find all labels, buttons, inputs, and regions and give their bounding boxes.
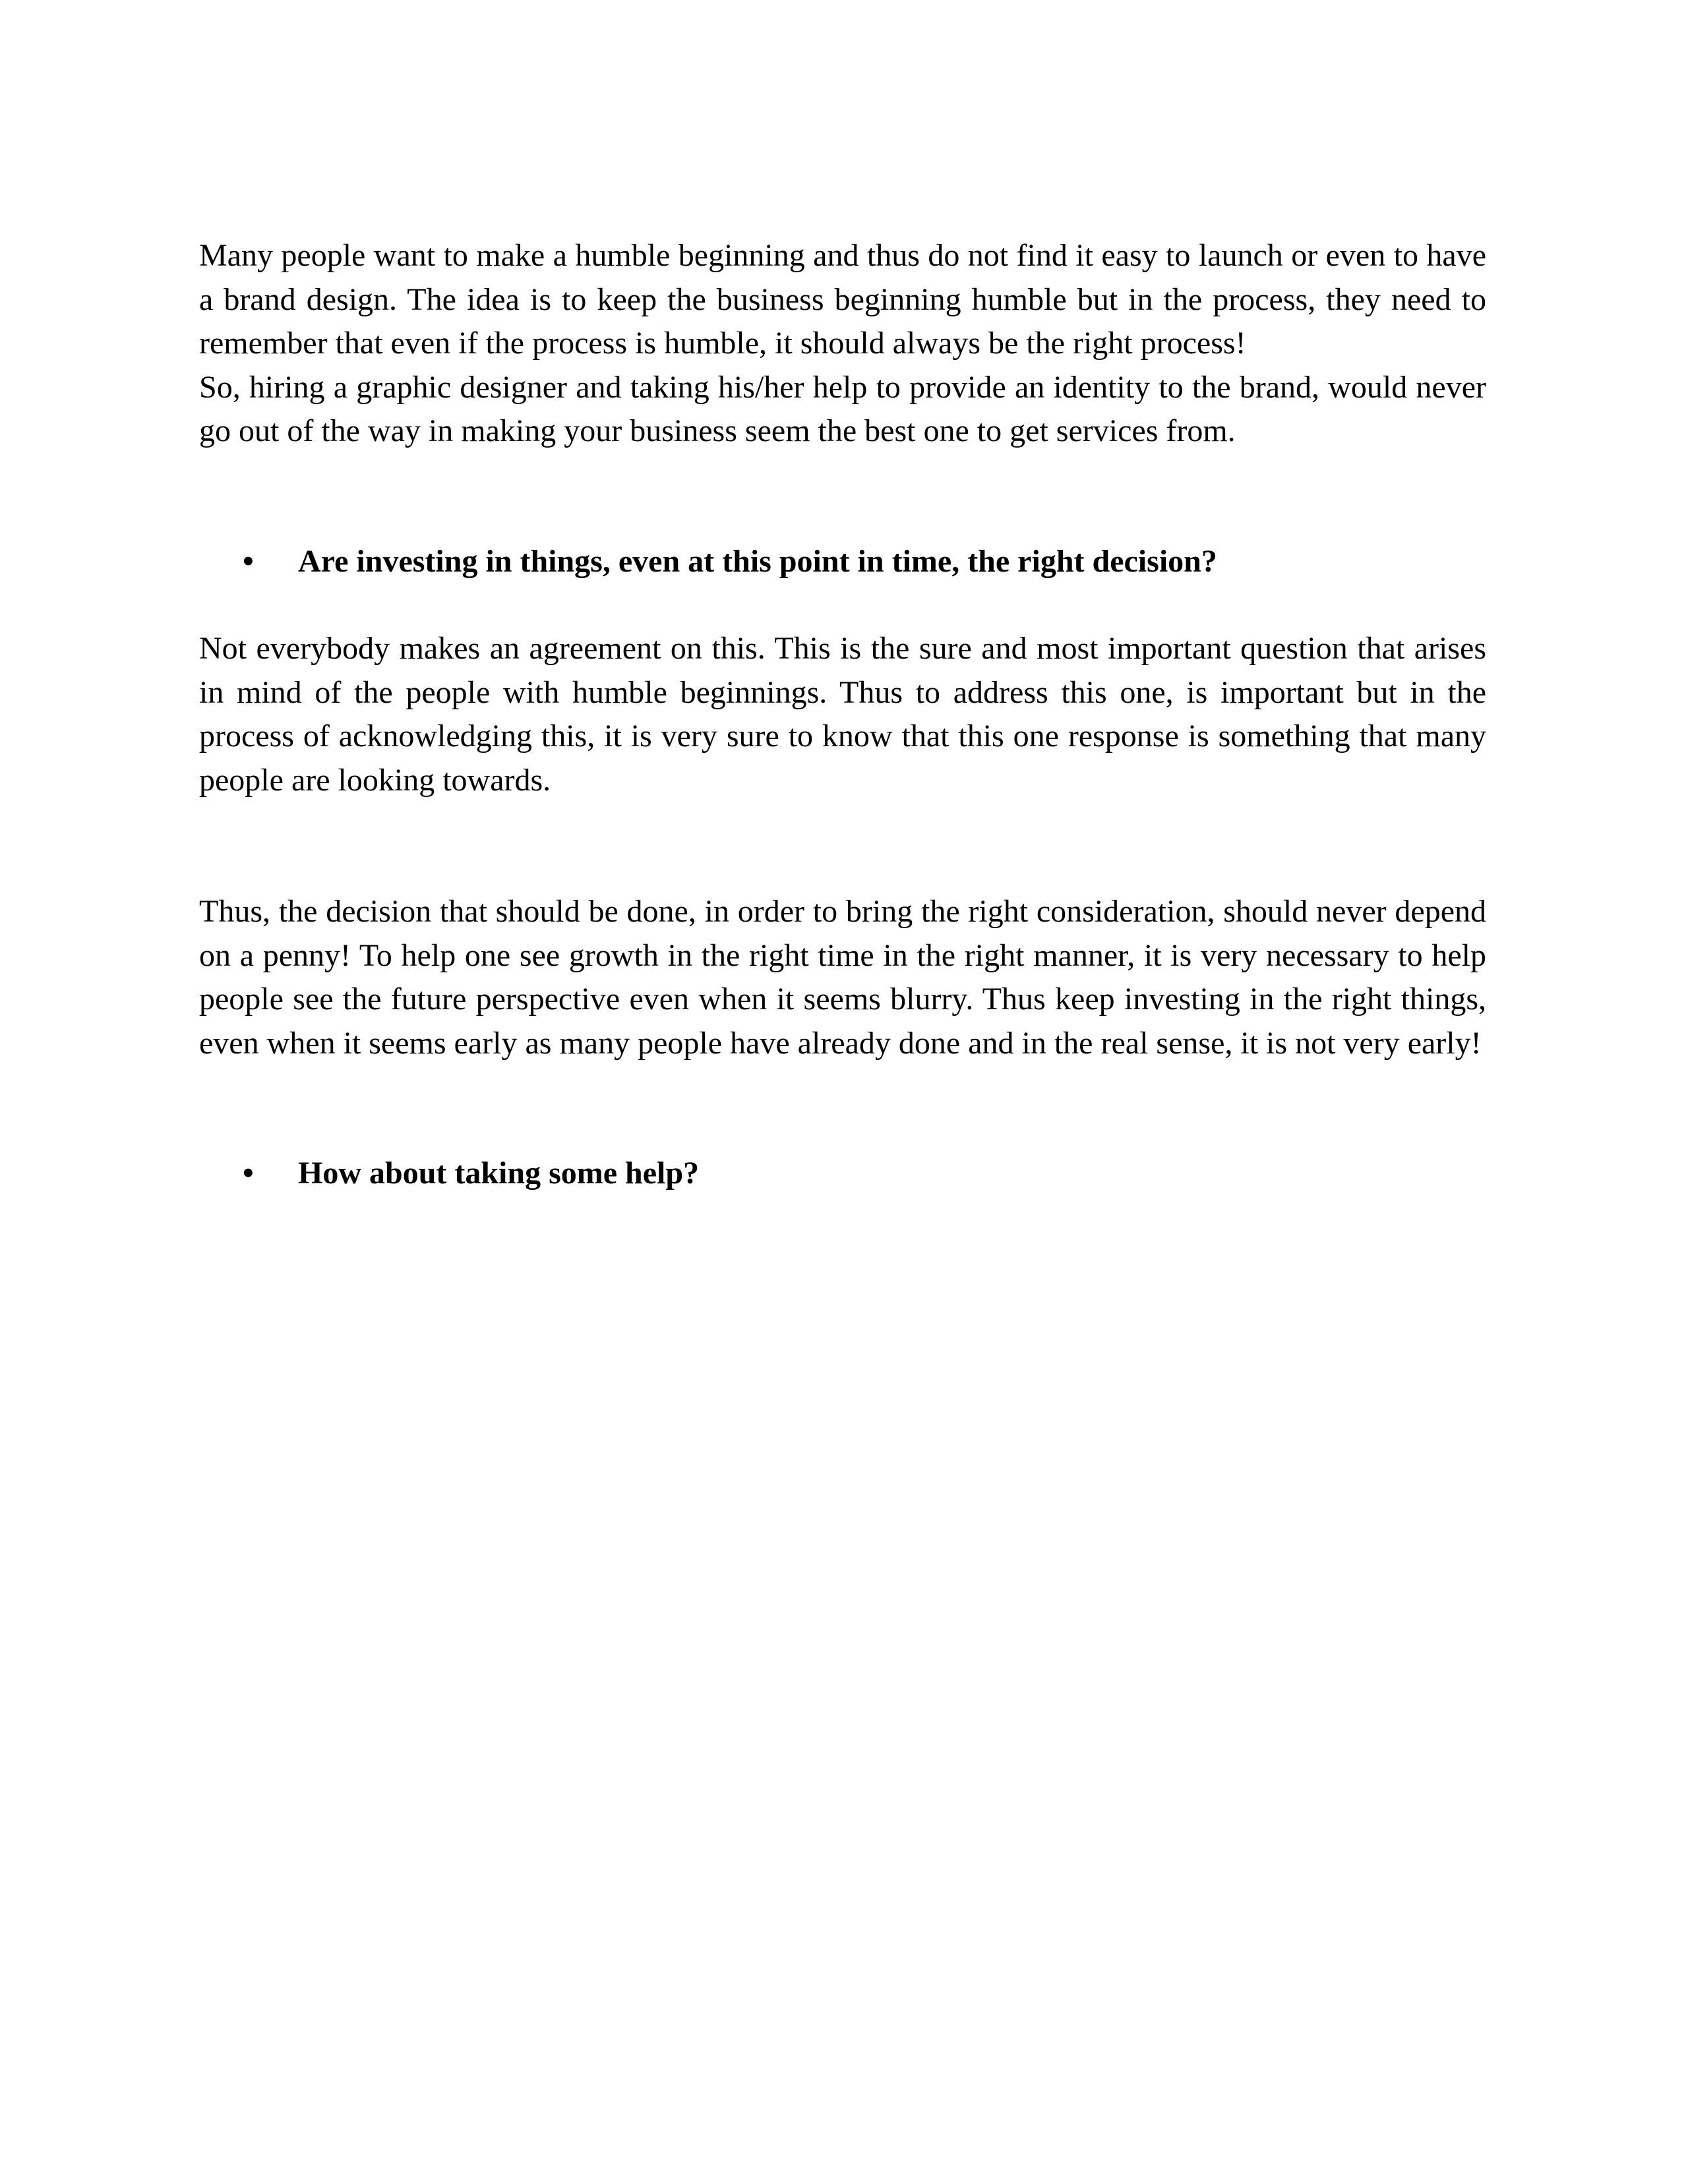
document-body bbox=[199, 234, 1486, 1196]
bullet-heading-help bbox=[199, 1152, 1486, 1196]
paragraph-decision: Thus, the decision that should be done, in order to bring the right consideration, should never depend on a penny! To help one see growth in the right time in the right manner, it is very necessary to help people see the future perspective even when it seems blurry. Thus keep investing in the right things, even when it seems early as many people have already done and in the real sense, it is not very early! bbox=[199, 894, 1486, 1061]
bullet-heading-investing bbox=[199, 540, 1486, 584]
paragraph-agreement: Not everybody makes an agreement on this. This is the sure and most important question that arises in mind of the people with humble beginnings. Thus to address this one, is important but in the process of acknowledging this, it is very sure to know that this one response is something that many people are looking towards. bbox=[199, 631, 1486, 798]
heading-investing-text: Are investing in things, even at this point in time, the right decision? bbox=[298, 543, 1217, 579]
heading-help-text: How about taking some help? bbox=[298, 1156, 700, 1191]
bullet-icon: • bbox=[243, 543, 254, 579]
paragraph-hiring-designer: So, hiring a graphic designer and taking his/her help to provide an identity to the brand, would never go out of the way in making your business seem the best one to get services from. bbox=[199, 369, 1486, 448]
bullet-icon: • bbox=[243, 1156, 254, 1191]
paragraph-intro: Many people want to make a humble beginning and thus do not find it easy to launch or even to have a brand design. The idea is to keep the business beginning humble but in the process, they need to remember that even if the process is humble, it should always be the right process! bbox=[199, 238, 1486, 361]
